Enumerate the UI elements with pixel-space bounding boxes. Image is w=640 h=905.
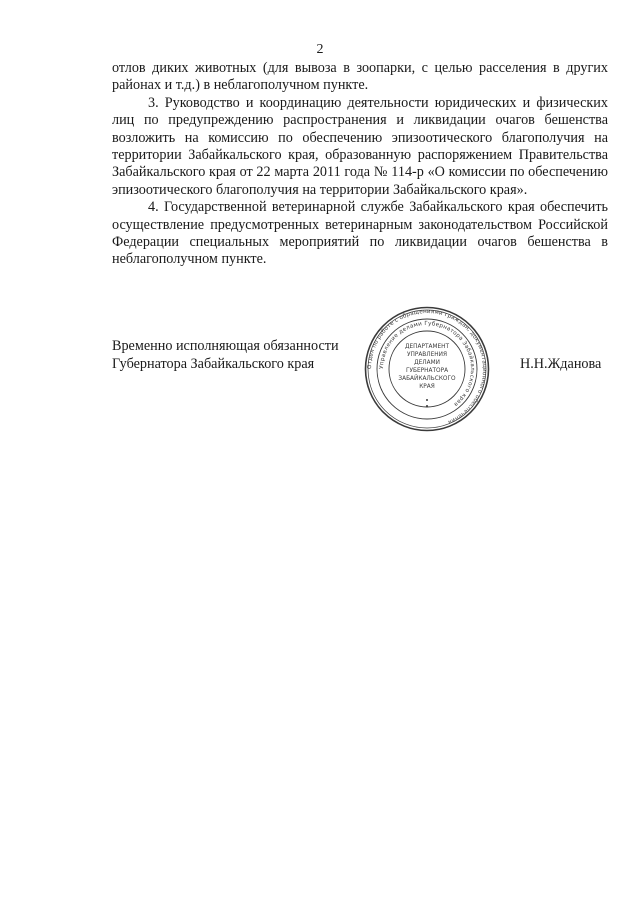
signatory-name: Н.Н.Жданова xyxy=(520,356,602,372)
page-number: 2 xyxy=(316,42,324,57)
paragraph-item-4: 4. Государственной ветеринарной службе Забайкальского края обеспечить осуществление предусмотренных ветеринарным законодательством Российской Федерации специальных мероприятий по ликвидации очагов бешенства в неблагополучном пункте. xyxy=(112,199,608,268)
seal-outer-ring-text: Отдел по работе с обращениями граждан, документационного обеспечения xyxy=(366,308,488,425)
body-text xyxy=(112,60,608,269)
seal-center-line-1: ДЕПАРТАМЕНТ xyxy=(404,344,450,350)
seal-dot xyxy=(426,405,428,407)
paragraph-continuation: отлов диких животных (для вывоза в зоопарки, с целью расселения в других районах и т.д.) в неблагополучном пункте. xyxy=(112,60,608,94)
seal-center-line-5: ЗАБАЙКАЛЬСКОГО xyxy=(398,376,456,382)
signatory-title-line-1: Временно исполняющая обязанности xyxy=(112,338,339,354)
seal-dot xyxy=(426,399,428,401)
signatory-title-line-2: Губернатора Забайкальского края xyxy=(112,356,315,372)
seal-center-line-2: УПРАВЛЕНИЯ xyxy=(406,352,448,358)
paragraph-item-3: 3. Руководство и координацию деятельности юридических и физических лиц по предупреждению распространения и ликвидации очагов бешенства возложить на комиссию по обеспечению эпизоотического благополучия на территории Забайкальского края, образованную распоряжением Правительства Забайкальского края от 22 марта 2011 года № 114-р «О комиссии по обеспечению эпизоотического благополучия на территории Забайкальского края». xyxy=(112,94,608,198)
seal-middle-ring-text: Управление делами Губернатора Забайкальского края xyxy=(378,320,476,408)
official-seal xyxy=(364,306,490,432)
seal-center-line-4: ГУБЕРНАТОРА xyxy=(405,368,449,374)
signatory-position xyxy=(112,337,339,373)
seal-center-line-3: ДЕЛАМИ xyxy=(414,360,440,366)
seal-center-line-6: КРАЯ xyxy=(419,384,435,390)
